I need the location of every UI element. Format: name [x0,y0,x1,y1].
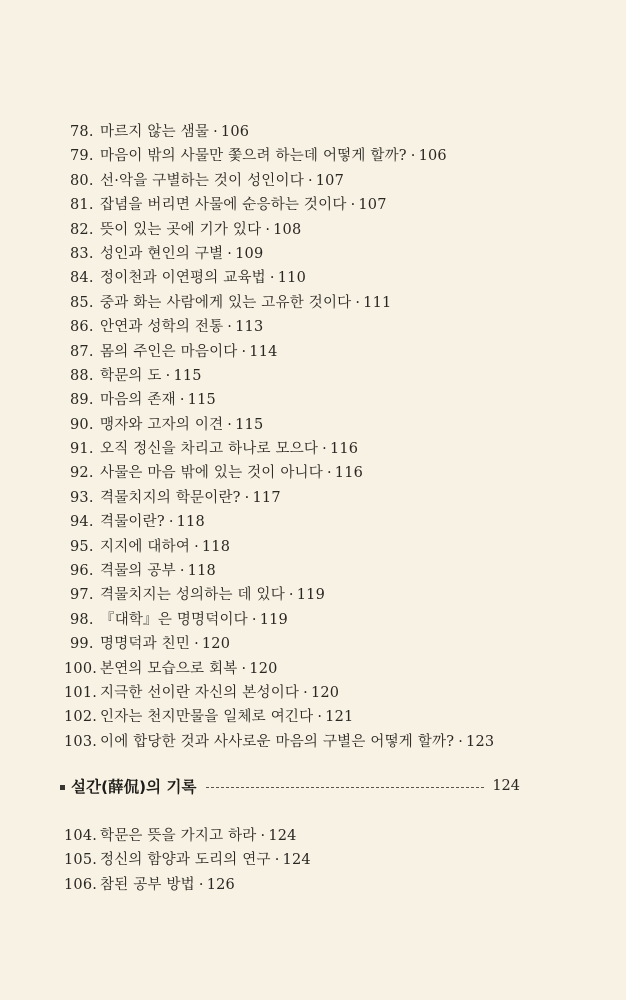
toc-entry-number: 94. [70,514,94,531]
toc-entry-number: 102. [64,709,98,726]
toc-entry-page: 118 [176,514,205,531]
toc-entry-number: 96. [70,563,94,580]
toc-separator: · [326,465,332,482]
toc-separator: · [265,221,271,238]
toc-entry-title: 성인과 현인의 구별 [100,245,224,262]
toc-entry-number: 101. [64,684,98,701]
toc-entry[interactable] [70,291,590,315]
toc-entry-page: 115 [235,416,264,433]
toc-entry[interactable] [70,144,590,168]
toc-entry-page: 126 [206,876,235,893]
toc-entry-page: 116 [329,441,359,458]
toc-entry[interactable] [70,437,590,461]
dotted-leader [206,787,484,788]
toc-entry-title: 사물은 마음 밖에 있는 것이 아니다 [100,465,323,482]
toc-separator: · [198,876,204,893]
toc-entry-title: 정이천과 이연평의 교육법 [100,270,266,287]
toc-entry[interactable] [70,120,590,144]
toc-separator: · [350,197,356,214]
toc-entry-number: 81. [70,197,94,214]
toc-separator: · [241,660,247,677]
toc-separator: · [355,294,361,311]
toc-entry-number: 93. [70,489,94,506]
toc-entry-page: 120 [310,684,340,701]
toc-entry-page: 124 [282,852,311,869]
toc-entry-number: 91. [70,441,94,458]
toc-entry-number: 95. [70,538,94,555]
toc-entry-number: 86. [70,319,94,336]
toc-entry[interactable] [70,340,590,364]
toc-separator: · [168,514,174,531]
toc-entry-page: 113 [235,319,264,336]
toc-entry[interactable] [70,315,590,339]
section-bullet-icon [60,785,65,790]
toc-entry[interactable] [70,193,590,217]
toc-entry-number: 88. [70,367,94,384]
toc-entry[interactable] [64,873,584,897]
toc-entry-page: 108 [273,221,302,238]
toc-entry[interactable] [70,364,590,388]
toc-entry-number: 106. [64,876,98,893]
toc-entry-title: 학문은 뜻을 가지고 하라 [100,828,257,844]
toc-entry-number: 78. [70,124,94,140]
section-title: 설간(薛侃)의 기록 [71,778,197,796]
toc-entry-page: 120 [249,660,278,677]
toc-separator: · [194,538,199,555]
toc-entry[interactable] [70,242,590,266]
toc-entry-title: 마음이 밖의 사물만 쫓으려 하는데 어떻게 할까? [100,148,407,165]
toc-entry-title: 안연과 성학의 전통 [100,319,224,336]
toc-entry-title: 명명덕과 친민 [100,636,191,653]
toc-separator: · [251,611,257,628]
toc-separator: · [317,709,323,726]
toc-entry[interactable] [64,657,590,681]
toc-entry-title: 격물이란? [100,514,165,531]
toc-entry-title: 마르지 않는 샘물 [100,124,210,140]
toc-entry-number: 83. [70,245,94,262]
toc-entry-page: 109 [235,245,264,262]
section-page-number: 124 [492,778,520,794]
toc-separator: · [269,270,275,287]
toc-entry-page: 111 [363,294,392,311]
toc-entry-number: 103. [64,733,98,750]
toc-entry-number: 89. [70,392,94,409]
toc-entry-number: 104. [64,828,98,844]
toc-entry-page: 110 [277,270,306,287]
toc-entry[interactable] [70,535,590,559]
toc-entry-title: 맹자와 고자의 이견 [100,416,224,433]
toc-entry-page: 118 [201,538,231,555]
toc-entry-number: 105. [64,852,98,869]
toc-entry-title: 격물치지는 성의하는 데 있다 [100,587,285,604]
toc-entry-number: 79. [70,148,94,165]
toc-entry-page: 107 [358,197,387,214]
toc-entry[interactable] [70,388,590,412]
toc-entry-page: 115 [173,367,202,384]
toc-separator: · [194,636,199,653]
toc-entry-page: 115 [187,392,216,409]
toc-entry-title: 잡념을 버리면 사물에 순응하는 것이다 [100,197,347,214]
toc-separator: · [260,828,266,844]
toc-entry[interactable] [64,848,584,872]
toc-entry-number: 80. [70,172,94,189]
toc-separator: · [458,733,464,750]
toc-separator: · [213,124,218,140]
toc-entry[interactable] [64,824,584,848]
toc-separator: · [165,367,171,384]
toc-separator: · [303,684,308,701]
toc-entry-title: 중과 화는 사람에게 있는 고유한 것이다 [100,294,352,311]
toc-entry-title: 이에 합당한 것과 사사로운 마음의 구별은 어떻게 할까? [100,733,455,750]
toc-separator: · [179,392,185,409]
toc-separator: · [410,148,416,165]
toc-entry-number: 99. [70,636,94,653]
toc-entry-page: 106 [220,124,250,140]
toc-entry-title: 몸의 주인은 마음이다 [100,343,238,360]
toc-separator: · [227,319,233,336]
toc-entry-page: 119 [296,587,326,604]
toc-entry-page: 117 [252,489,281,506]
toc-entry-page: 114 [249,343,278,360]
section-header[interactable] [60,772,520,800]
toc-separator: · [307,172,313,189]
toc-entry-title: 선·악을 구별하는 것이 성인이다 [100,172,304,189]
toc-entry-title: 지지에 대하여 [100,538,191,555]
toc-entry-page: 123 [466,733,495,750]
toc-entry[interactable] [70,461,590,485]
toc-entry-title: 본연의 모습으로 회복 [100,660,238,677]
toc-entry-page: 116 [334,465,364,482]
toc-entry-title: 뜻이 있는 곳에 기가 있다 [100,221,262,238]
toc-separator: · [274,852,280,869]
toc-separator: · [244,489,250,506]
toc-entry-number: 100. [64,660,98,677]
toc-separator: · [322,441,327,458]
toc-entry-title: 『대학』은 명명덕이다 [100,611,248,628]
toc-entry[interactable] [70,510,590,534]
toc-entry[interactable] [70,559,590,583]
toc-entry-title: 마음의 존재 [100,392,176,409]
toc-separator: · [241,343,247,360]
toc-entry-page: 119 [259,611,288,628]
toc-entry[interactable] [64,705,590,729]
toc-entry-number: 98. [70,611,94,628]
toc-entry-page: 124 [268,828,297,844]
toc-entry-page: 107 [315,172,345,189]
toc-entry-number: 90. [70,416,94,433]
toc-entry-number: 87. [70,343,94,360]
toc-entry-number: 92. [70,465,94,482]
toc-entry-title: 참된 공부 방법 [100,876,195,893]
toc-entry-number: 97. [70,587,94,604]
toc-entry[interactable] [70,486,590,510]
toc-entry[interactable] [70,266,590,290]
toc-entry-number: 82. [70,221,94,238]
toc-entry-number: 84. [70,270,94,287]
toc-entry[interactable] [70,218,590,242]
toc-list-continued [64,824,584,897]
toc-entry-page: 121 [325,709,354,726]
toc-entry-title: 인자는 천지만물을 일체로 여긴다 [100,709,314,726]
toc-entry-title: 격물의 공부 [100,563,176,580]
toc-entry[interactable] [64,730,590,754]
toc-entry[interactable] [70,413,590,437]
toc-entry-page: 106 [418,148,447,165]
toc-entry-title: 오직 정신을 차리고 하나로 모으다 [100,441,319,458]
toc-entry[interactable] [64,681,590,705]
toc-entry-title: 학문의 도 [100,367,162,384]
toc-separator: · [179,563,185,580]
toc-entry-page: 120 [201,636,231,653]
toc-entry[interactable] [70,608,590,632]
toc-entry-title: 정신의 함양과 도리의 연구 [100,852,271,869]
toc-entry-title: 격물치지의 학문이란? [100,489,241,506]
toc-entry[interactable] [70,632,590,656]
toc-entry-title: 지극한 선이란 자신의 본성이다 [100,684,300,701]
toc-separator: · [227,416,233,433]
toc-entry[interactable] [70,583,590,607]
toc-separator: · [288,587,294,604]
toc-list [64,120,590,754]
toc-entry[interactable] [70,169,590,193]
toc-separator: · [227,245,233,262]
toc-entry-page: 118 [187,563,216,580]
toc-entry-number: 85. [70,294,94,311]
